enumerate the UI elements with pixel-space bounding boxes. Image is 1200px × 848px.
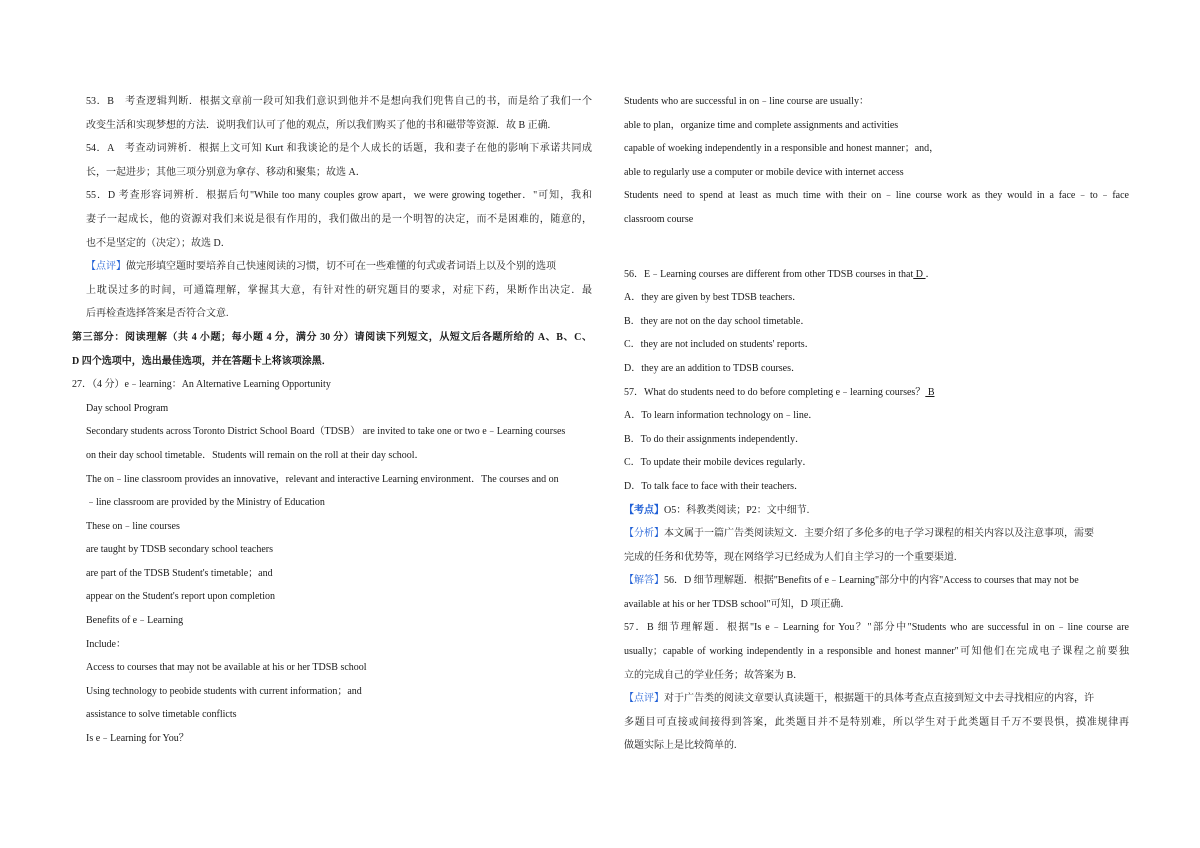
question-27-title: 27．（4 分）e﹣learning：An Alternative Learning Opportunity: [72, 379, 331, 391]
option-a: A．they are given by best TDSB teachers．: [624, 292, 803, 304]
passage-line: Secondary students across Toronto District School Board（TDSB） are invited to take one or two e﹣Learning courses: [86, 426, 566, 438]
left-column: [72, 90, 592, 751]
option-c: C．To update their mobile devices regularly．: [624, 457, 813, 469]
passage-line: classroom course: [624, 213, 694, 225]
option-d: D．they are an addition to TDSB courses．: [624, 362, 802, 374]
analysis-line-2: 完成的任务和优势等，现在网络学习已经成为人们自主学习的一个重要渠道.: [624, 551, 957, 563]
comment-text-1: 对于广告类的阅读文章要认真读题干，根据题干的具体考查点直接到短文中去寻找相应的内容，许: [664, 693, 1094, 705]
option-c: C．they are not included on students' reports．: [624, 339, 815, 351]
option-d: D．To talk face to face with their teachers．: [624, 480, 805, 492]
comment-line-1: [624, 687, 1129, 711]
passage-line: Is e﹣Learning for You？: [86, 733, 189, 745]
passage-line: Students who are successful in on﹣line course are usually：: [624, 96, 869, 107]
passage-line: appear on the Student's report upon completion: [86, 591, 275, 603]
passage-line: assistance to solve timetable conflicts: [86, 709, 237, 721]
passage-line: capable of woeking independently in a responsible and honest manner；and，: [624, 143, 940, 155]
option-b: B．they are not on the day school timetable．: [624, 315, 811, 327]
answer-55-line-2: 妻子一起成长，他的资源对我们来说是很有作用的，我们做出的是一个明智的决定，而不是困难的，随意的，: [86, 213, 592, 225]
option-a: A．To learn information technology on﹣line．: [624, 410, 819, 422]
kaodian-text: O5：科教类阅读；P2：文中细节.: [664, 504, 810, 516]
solution-text-1: 56．D 细节理解题．根据"Benefits of e﹣Learning"部分中的内容"Access to courses that may not be: [664, 575, 1079, 587]
passage-line: on their day school timetable．Students will remain on the roll at their day school．: [86, 449, 425, 461]
answer-54-line-1: 54．A 考查动词辨析．根据上文可知 Kurt 和我谈论的是个人成长的话题，我和妻子在他的影响下承诺共同成: [86, 143, 592, 155]
question-57: [624, 381, 1129, 405]
comment-line-2: 多题目可直接或间接得到答案，此类题目并不是特别难，所以学生对于此类题目千万不要畏惧，摸准规律再: [624, 716, 1129, 728]
review-text-1: 做完形填空题时要培养自己快速阅读的习惯，切不可在一些难懂的句式或者词语上以及个别的选项: [126, 261, 556, 273]
question-56-stem: 56．E﹣Learning courses are different from other TDSB courses in that: [624, 268, 914, 280]
question-57-answer: B: [925, 386, 935, 398]
passage-line: These on﹣line courses: [86, 520, 180, 532]
option-b: B．To do their assignments independently．: [624, 433, 805, 445]
answer-57-line-3: 立的完成自己的学业任务；故答案为 B．: [624, 669, 804, 681]
passage-line: Include：: [86, 638, 126, 650]
question-56-answer: D: [913, 268, 926, 280]
passage-line: Benefits of e﹣Learning: [86, 615, 184, 627]
section-3-heading-line-1: 第三部分：阅读理解（共 4 小题；每小题 4 分，满分 30 分）请阅读下列短文，从短文后各题所给的 A、B、C、: [72, 331, 592, 343]
spacer: [624, 232, 1129, 263]
passage-line: ﹣line classroom are provided by the Ministry of Education: [86, 497, 325, 509]
answer-53-line-1: 53．B 考查逻辑判断．根据文章前一段可知我们意识到他并不是想向我们兜售自己的书，而是给了我们一个: [86, 96, 592, 107]
kaodian-tag: 【考点】: [624, 504, 664, 516]
passage-line: Access to courses that may not be available at his or her TDSB school: [86, 662, 367, 674]
answer-54-line-2: 长，一起进步；其他三项分别意为拿存、移动和聚集；故选 A．: [86, 166, 366, 178]
kaodian-line: [624, 499, 1129, 523]
review-line-3: 后再检查选择答案是否符合文意.: [86, 308, 229, 320]
solution-line-2: available at his or her TDSB school"可知，D 项正确．: [624, 598, 851, 610]
answer-57-line-1: 57．B 细节理解题．根据"Is e﹣Learning for You？"部分中"Students who are successful in on﹣line course are: [624, 622, 1129, 634]
right-column: [624, 90, 1129, 758]
answer-55-line-3: 也不是坚定的（决定）；故选 D．: [86, 237, 231, 249]
analysis-line-1: [624, 522, 1129, 546]
answer-55-line-1: 55．D 考查形容词辨析．根据后句"While too many couples grow apart，we were growing together．"可知，我和: [86, 190, 592, 202]
passage-line: Using technology to peobide students with current information；and: [86, 685, 362, 697]
passage-line: Students need to spend at least as much time with their on﹣line course work as they would in a face﹣to﹣face: [624, 190, 1129, 202]
review-line-2: 上耽误过多的时间，可通篇理解，掌握其大意，有针对性的研究题目的要求，对症下药，果断作出决定．最: [86, 284, 592, 296]
answer-53-line-2: 改变生活和实现梦想的方法．说明我们认可了他的观点，所以我们购买了他的书和磁带等资源．故 B 正确.: [86, 119, 551, 131]
passage-line: able to plan，organize time and complete assignments and activities: [624, 119, 899, 131]
passage-line: are taught by TDSB secondary school teachers: [86, 544, 273, 556]
comment-tag: 【点评】: [624, 693, 664, 705]
question-57-stem: 57．What do students need to do before completing e﹣learning courses？: [624, 386, 926, 398]
section-3-heading-line-2: D 四个选项中，选出最佳选项，并在答题卡上将该项涂黑．: [72, 355, 332, 367]
question-56: [624, 263, 1129, 287]
passage-line: The on﹣line classroom provides an innovative，relevant and interactive Learning environment．The courses and on: [86, 473, 559, 485]
analysis-tag: 【分析】: [624, 528, 664, 540]
passage-line: Day school Program: [86, 402, 169, 414]
review-tag: 【点评】: [86, 261, 126, 273]
passage-line: are part of the TDSB Student's timetable；and: [86, 567, 273, 579]
passage-line: able to regularly use a computer or mobile device with internet access: [624, 166, 904, 178]
analysis-text-1: 本文属于一篇广告类阅读短文．主要介绍了多伦多的电子学习课程的相关内容以及注意事项，需要: [664, 528, 1094, 540]
solution-line-1: [624, 569, 1129, 593]
review-line-1: [86, 255, 592, 279]
question-56-end: ．: [925, 268, 936, 280]
solution-tag: 【解答】: [624, 575, 664, 587]
answer-57-line-2: usually；capable of working independently in a responsible and honest manner"可知他们在完成电子课程之前要独: [624, 646, 1129, 658]
comment-line-3: 做题实际上是比较简单的.: [624, 740, 737, 752]
